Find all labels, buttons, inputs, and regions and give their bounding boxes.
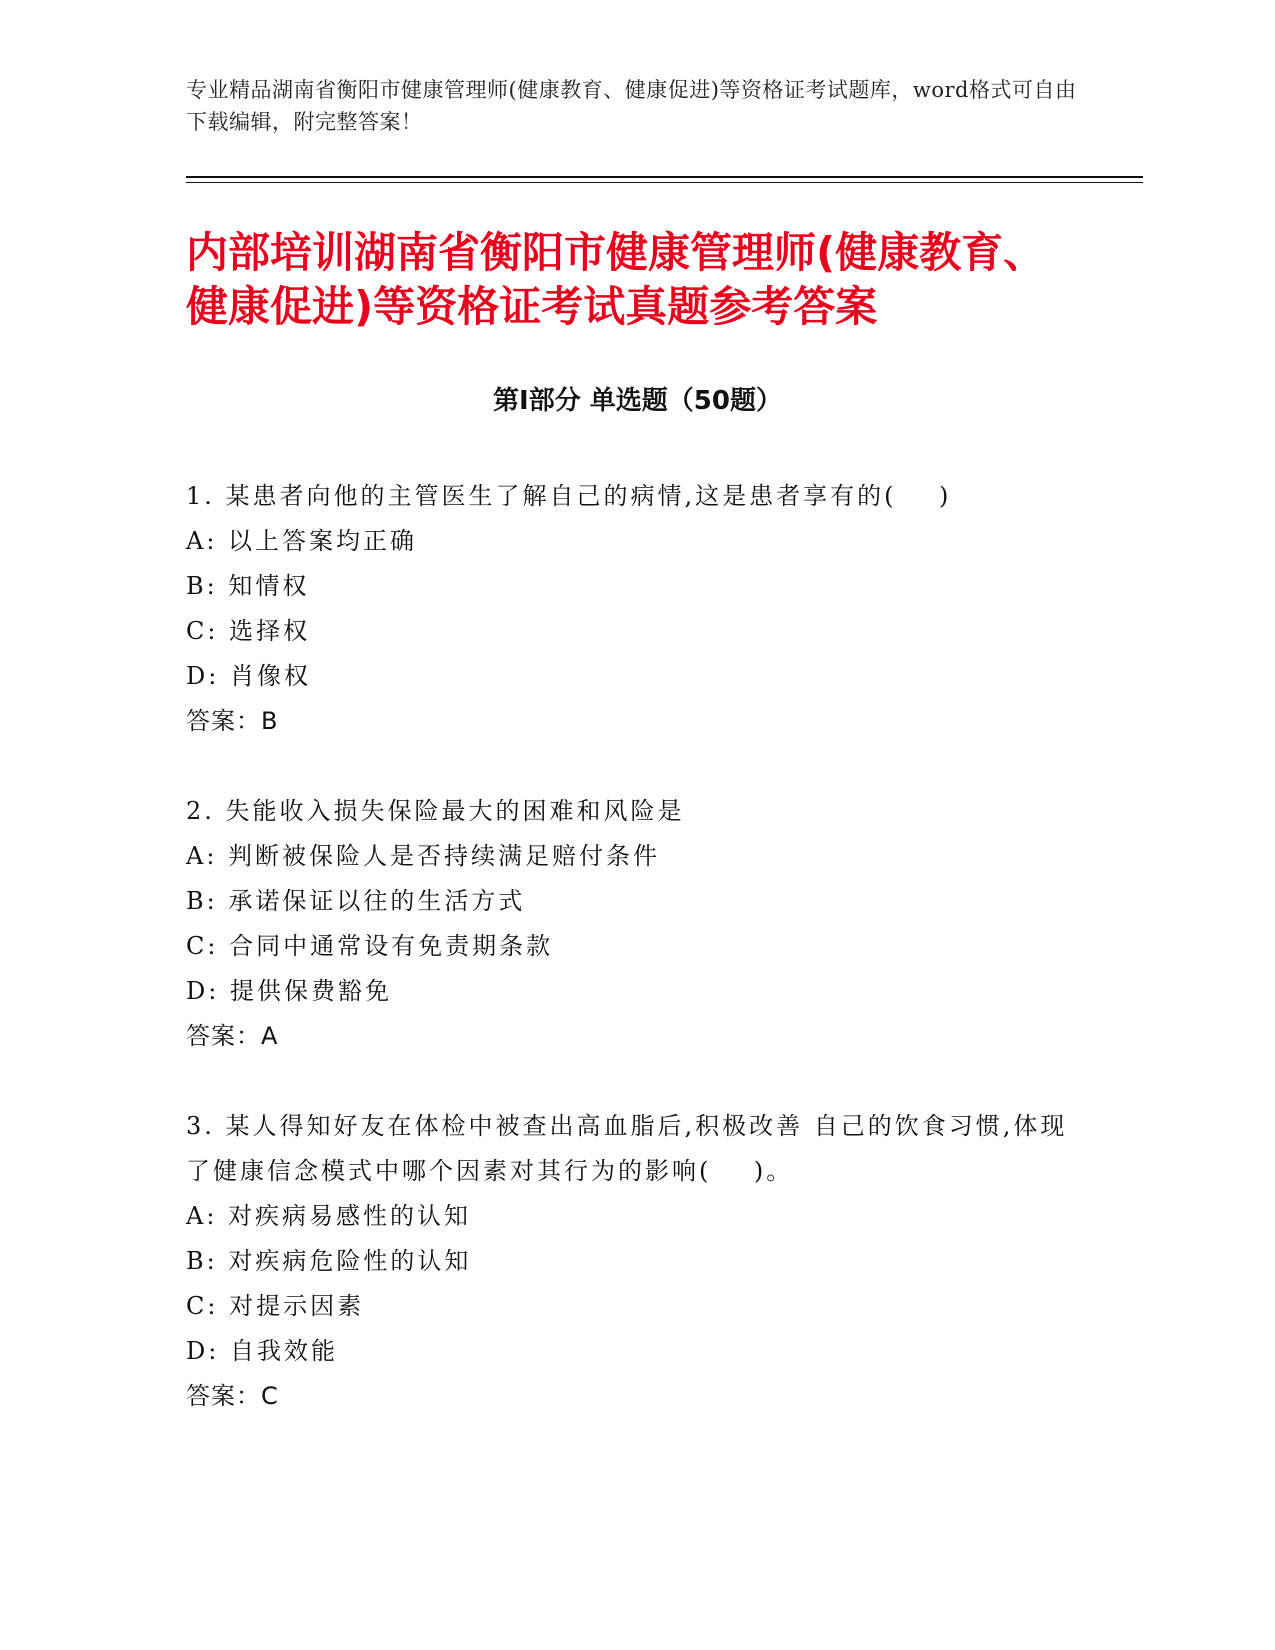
option-d: D: 自我效能 <box>186 1337 338 1365</box>
question-item <box>186 1104 1086 1419</box>
question-list <box>186 474 1086 1419</box>
question-item <box>186 789 1086 1059</box>
option-a: A: 对疾病易感性的认知 <box>186 1202 472 1230</box>
answer-line: 答案：C <box>186 1382 279 1410</box>
header-note: 专业精品湖南省衡阳市健康管理师(健康教育、健康促进)等资格证考试题库，word格式可自由下载编辑，附完整答案！ <box>186 78 1077 134</box>
option-b: B: 对疾病危险性的认知 <box>186 1247 472 1275</box>
header-divider-thick <box>186 176 1143 178</box>
option-d: D: 肖像权 <box>186 662 311 690</box>
question-stem: 1. 某患者向他的主管医生了解自己的病情,这是患者享有的( ) <box>186 482 952 510</box>
option-a: A: 以上答案均正确 <box>186 527 418 555</box>
question-item <box>186 474 1086 744</box>
section-title: 第Ⅰ部分 单选题（50题） <box>493 386 782 416</box>
question-stem: 3. 某人得知好友在体检中被查出高血脂后,积极改善 自己的饮食习惯,体现了健康信念模式中哪个因素对其行为的影响( )。 <box>186 1112 1068 1185</box>
question-stem: 2. 失能收入损失保险最大的困难和风险是 <box>186 797 685 825</box>
option-c: C: 合同中通常设有免责期条款 <box>186 932 554 960</box>
answer-line: 答案：B <box>186 707 279 735</box>
answer-line: 答案：A <box>186 1022 279 1050</box>
option-c: C: 对提示因素 <box>186 1292 365 1320</box>
option-c: C: 选择权 <box>186 617 311 645</box>
option-b: B: 承诺保证以往的生活方式 <box>186 887 526 915</box>
header-divider-thin <box>186 182 1143 183</box>
option-a: A: 判断被保险人是否持续满足赔付条件 <box>186 842 661 870</box>
option-d: D: 提供保费豁免 <box>186 977 392 1005</box>
document-title: 内部培训湖南省衡阳市健康管理师(健康教育、健康促进)等资格证考试真题参考答案 <box>186 228 1046 331</box>
option-b: B: 知情权 <box>186 572 310 600</box>
